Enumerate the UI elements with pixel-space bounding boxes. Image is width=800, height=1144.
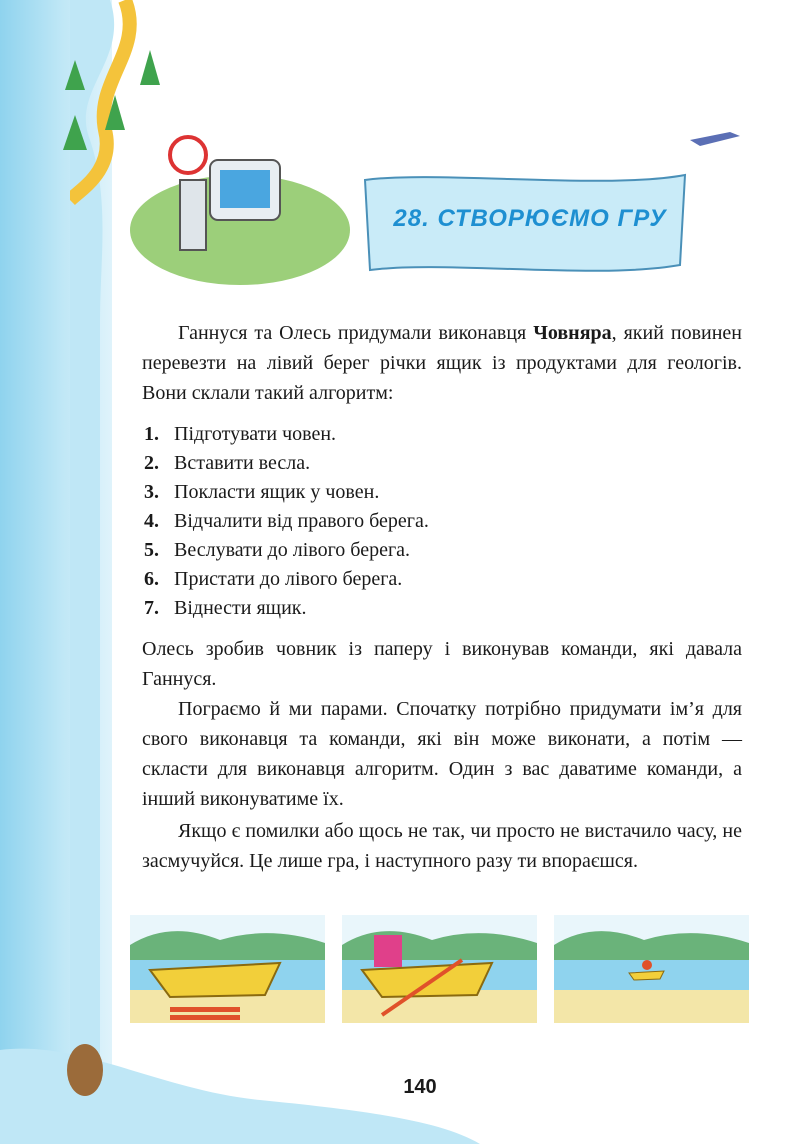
step-number: 1.: [144, 423, 159, 445]
list-item: [144, 420, 429, 449]
list-item: [144, 449, 429, 478]
boat-with-box-picture: [342, 915, 537, 1023]
paragraph-play-in-pairs: Пограємо й ми парами. Спочатку потрібно придумати ім’я для свого виконавця та команди, які він може виконати, а потім — скласти для виконавця алгоритм. Один з вас даватиме команди, а інший виконуватиме їх.: [142, 698, 742, 810]
paragraph-encouragement: Якщо є помилки або щось не так, чи просто не вистачило часу, не засмучуйся. Це лише гра, і наступного разу ти впораєшся.: [142, 820, 742, 872]
boat-on-shore-picture: [130, 915, 325, 1023]
list-item: [144, 565, 429, 594]
boat-illustrations: [130, 915, 750, 1025]
chapter-title: 28. СТВОРЮЄМО ГРУ: [393, 205, 667, 232]
paragraph-paper-boat: Олесь зробив човник із паперу і виконував команди, які давала Ганнуся.: [142, 638, 742, 690]
intro-rest-text: , який повинен перевезти на лівий берег річки ящик із продуктами для геологів. Вони склали такий алгоритм:: [142, 322, 742, 404]
algorithm-list: [144, 420, 429, 623]
list-item: [144, 594, 429, 623]
list-item: [144, 478, 429, 507]
step-text: Віднести ящик.: [174, 597, 307, 619]
intro-paragraph: [142, 318, 742, 408]
step-text: Відчалити від правого берега.: [174, 510, 429, 532]
step-number: 6.: [144, 568, 159, 590]
step-number: 3.: [144, 481, 159, 503]
step-text: Покласти ящик у човен.: [174, 481, 380, 503]
list-item: [144, 536, 429, 565]
executor-name: Човняра: [533, 322, 612, 344]
step-number: 7.: [144, 597, 159, 619]
step-text: Підготувати човен.: [174, 423, 337, 445]
list-item: [144, 507, 429, 536]
intro-lead-text: Ганнуся та Олесь придумали виконавця: [178, 322, 534, 344]
boat-crossing-picture: [554, 915, 749, 1023]
step-text: Пристати до лівого берега.: [174, 568, 403, 590]
page-number: 140: [403, 1076, 437, 1098]
step-text: Вставити весла.: [174, 452, 311, 474]
step-number: 2.: [144, 452, 159, 474]
step-text: Веслувати до лівого берега.: [174, 539, 411, 561]
step-number: 5.: [144, 539, 159, 561]
step-number: 4.: [144, 510, 159, 532]
